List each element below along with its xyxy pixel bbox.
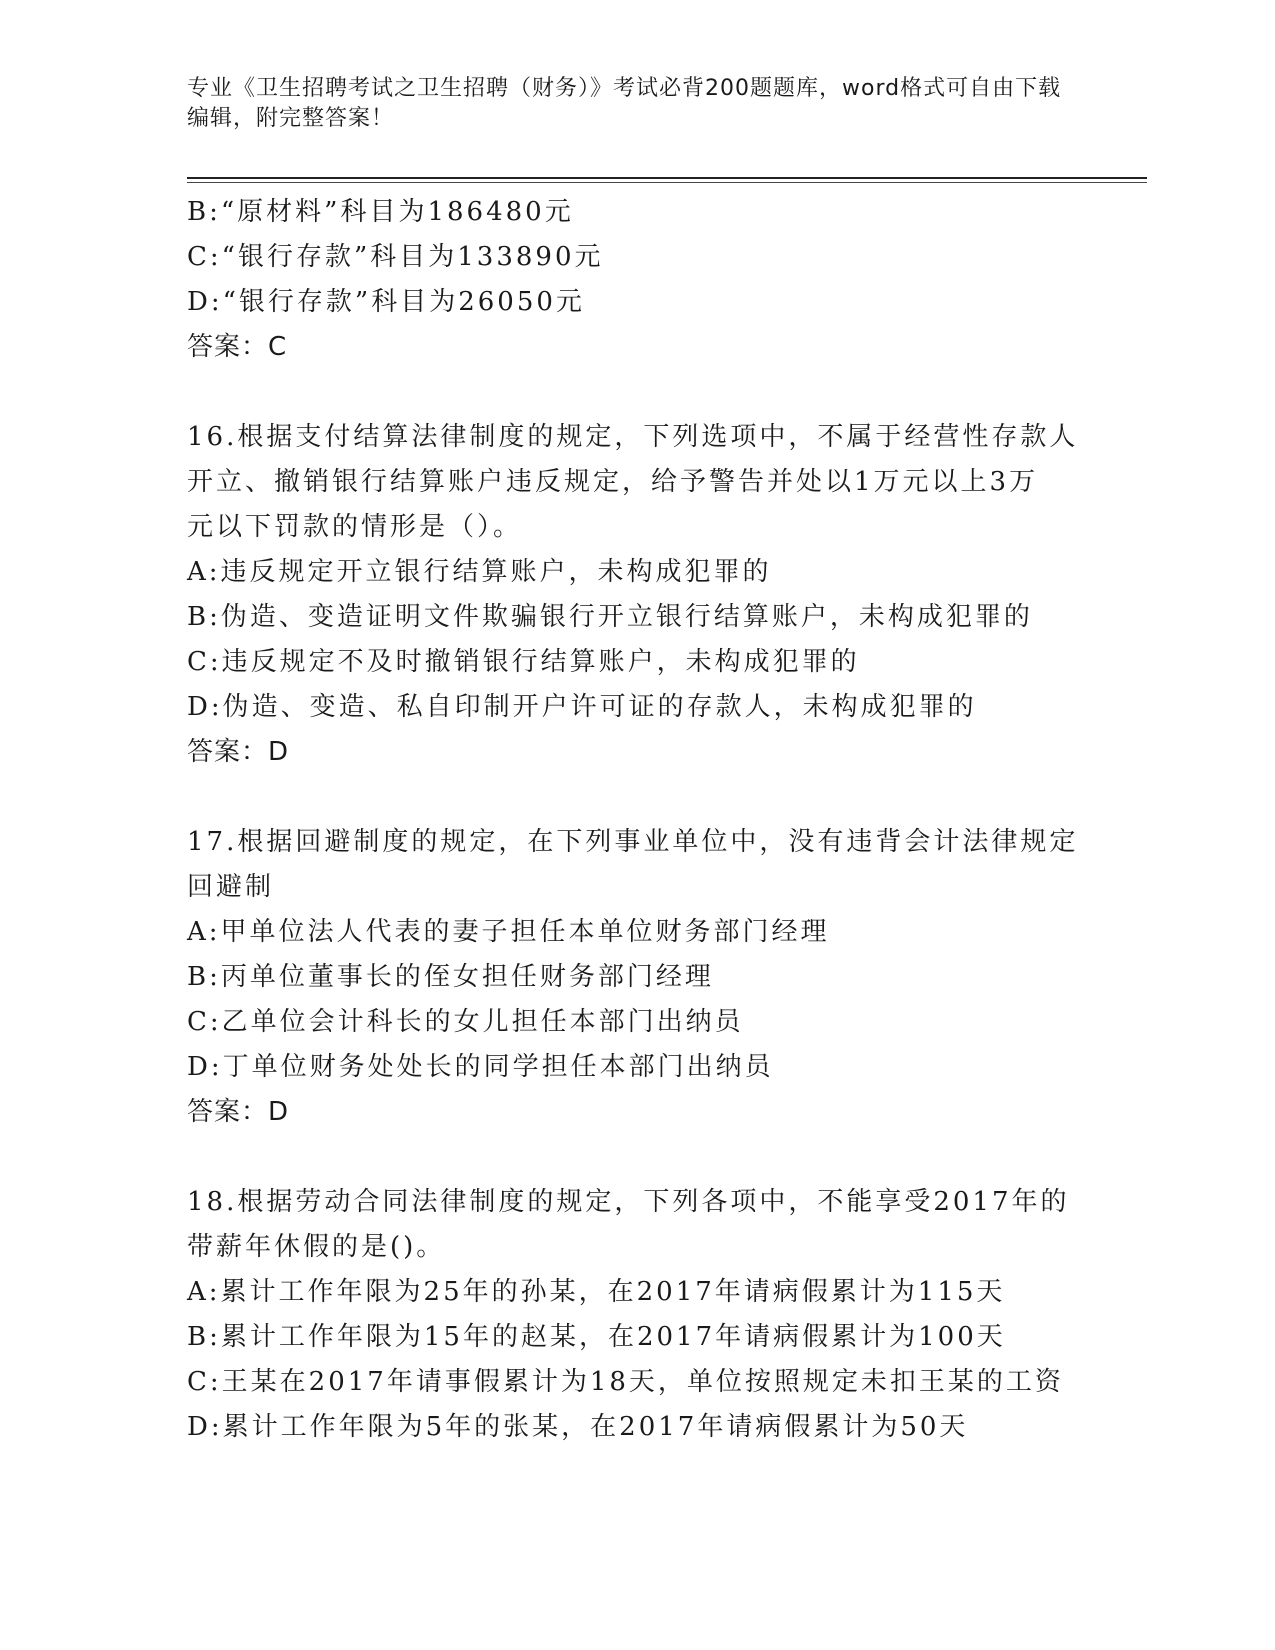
q17-stem-line-1: 17.根据回避制度的规定，在下列事业单位中，没有违背会计法律规定 [187,827,1079,857]
document-body [187,190,1087,1450]
q17-answer: 答案：D [187,1097,290,1127]
q17-option-d: D:丁单位财务处处长的同学担任本部门出纳员 [187,1052,774,1082]
q18-option-a: A:累计工作年限为25年的孙某，在2017年请病假累计为115天 [187,1277,1006,1307]
q16-option-c: C:违反规定不及时撤销银行结算账户，未构成犯罪的 [187,647,860,677]
header-rule-thick [187,177,1147,179]
header-rule-thin [187,182,1147,183]
q18-option-c: C:王某在2017年请事假累计为18天，单位按照规定未扣王某的工资 [187,1367,1064,1397]
q15-option-d: D:“银行存款”科目为26050元 [187,287,585,317]
question-18 [187,1180,1087,1450]
q16-option-d: D:伪造、变造、私自印制开户许可证的存款人，未构成犯罪的 [187,692,977,722]
question-17 [187,820,1087,1135]
q18-option-d: D:累计工作年限为5年的张某，在2017年请病假累计为50天 [187,1412,969,1442]
q15-option-b: B:“原材料”科目为186480元 [187,197,574,227]
q17-option-c: C:乙单位会计科长的女儿担任本部门出纳员 [187,1007,744,1037]
q18-option-b: B:累计工作年限为15年的赵某，在2017年请病假累计为100天 [187,1322,1006,1352]
q16-option-a: A:违反规定开立银行结算账户，未构成犯罪的 [187,557,772,587]
q18-stem-line-1: 18.根据劳动合同法律制度的规定，下列各项中，不能享受2017年的 [187,1187,1070,1217]
q16-stem-line-3: 元以下罚款的情形是（）。 [187,512,523,542]
q16-stem-line-2: 开立、撤销银行结算账户违反规定，给予警告并处以1万元以上3万 [187,467,1039,497]
q17-option-a: A:甲单位法人代表的妻子担任本单位财务部门经理 [187,917,830,947]
q17-stem-line-2: 回避制 [187,872,275,902]
question-16 [187,415,1087,775]
q16-answer: 答案：D [187,737,290,767]
q17-option-b: B:丙单位董事长的侄女担任财务部门经理 [187,962,714,992]
q16-stem-line-1: 16.根据支付结算法律制度的规定，下列选项中，不属于经营性存款人 [187,422,1079,452]
q15-option-c: C:“银行存款”科目为133890元 [187,242,604,272]
q18-stem-line-2: 带薪年休假的是()。 [187,1232,446,1262]
q15-answer: 答案：C [187,332,288,362]
q16-option-b: B:伪造、变造证明文件欺骗银行开立银行结算账户，未构成犯罪的 [187,602,1033,632]
page-header: 专业《卫生招聘考试之卫生招聘（财务）》考试必背200题题库，word格式可自由下载编辑，附完整答案！ [187,76,1062,131]
